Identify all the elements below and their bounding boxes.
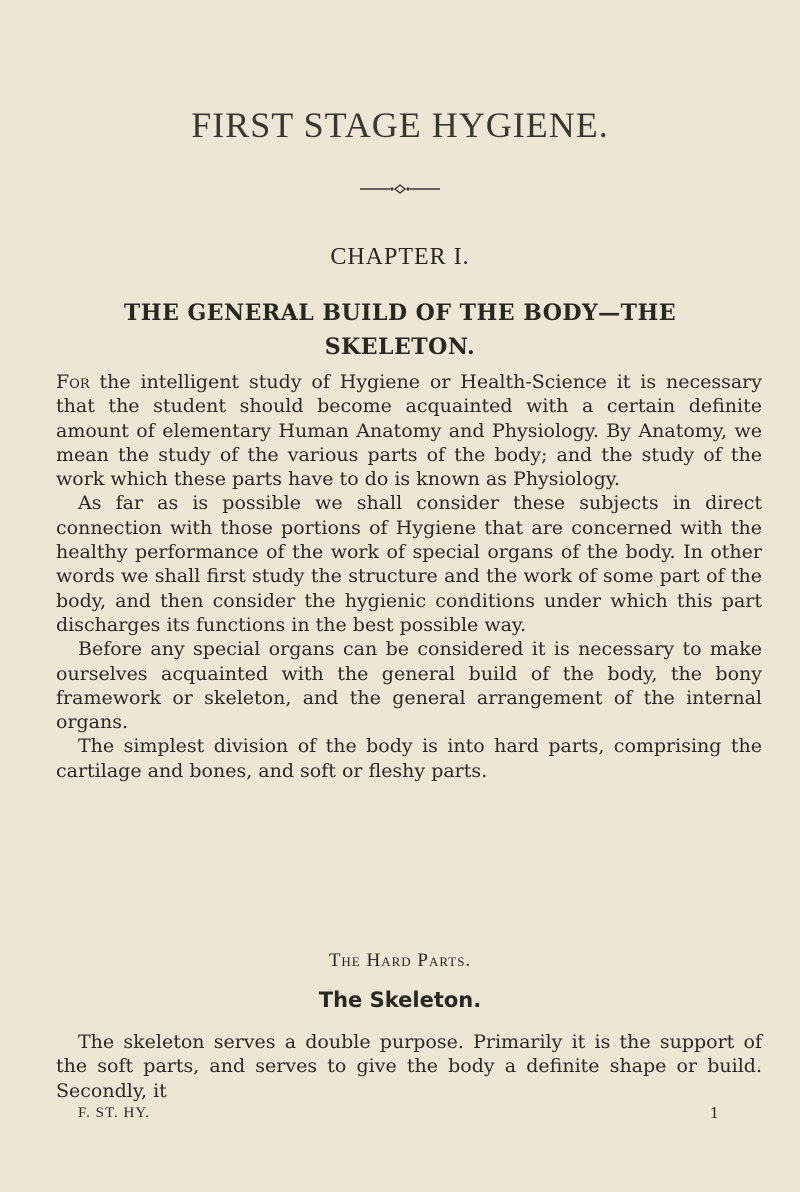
chapter-title-line-2: SKELETON. bbox=[324, 334, 476, 360]
book-title: FIRST STAGE HYGIENE. bbox=[191, 105, 609, 145]
chapter-label: CHAPTER I. bbox=[330, 244, 470, 270]
chapter-title-line-1: THE GENERAL BUILD OF THE BODY—THE bbox=[123, 300, 677, 326]
divider-ornament-icon bbox=[360, 183, 440, 195]
paragraph-lead-word: For bbox=[56, 371, 90, 393]
subsection-title: The Skeleton. bbox=[318, 988, 482, 1012]
section-text bbox=[56, 1030, 762, 1103]
paragraph bbox=[56, 370, 762, 491]
paragraph: Before any special organs can be considered it is necessary to make ourselves acquainted with the general build of the body, the bony framework or skeleton, and the general arrangement of the internal organs. bbox=[56, 638, 762, 734]
paragraph: The skeleton serves a double purpose. Primarily it is the support of the soft parts, and serves to give the body a definite shape or build. Secondly, it bbox=[56, 1031, 762, 1102]
paragraph: The simplest division of the body is into hard parts, comprising the cartilage and bones, and soft or fleshy parts. bbox=[56, 735, 762, 782]
signature-mark: F. ST. HY. bbox=[78, 1105, 151, 1121]
page-number: 1 bbox=[710, 1103, 719, 1122]
intro-text bbox=[56, 370, 762, 783]
paragraph: As far as is possible we shall consider these subjects in direct connection with those portions of Hygiene that are concerned with the healthy performance of the work of special organs of the body. In other words we shall first study the structure and the work of some part of the body, and then consider the hygienic conditions under which this part discharges its functions in the best possible way. bbox=[56, 492, 762, 636]
section-title: The Hard Parts. bbox=[328, 950, 472, 971]
paragraph-text: the intelligent study of Hygiene or Health-Science it is necessary that the student should become acquainted with a certain definite amount of elementary Human Anatomy and Physiology. By Anatomy, we mean the study of the various parts of the body; and the study of the work which these parts have to do is known as Physiology. bbox=[56, 371, 762, 491]
